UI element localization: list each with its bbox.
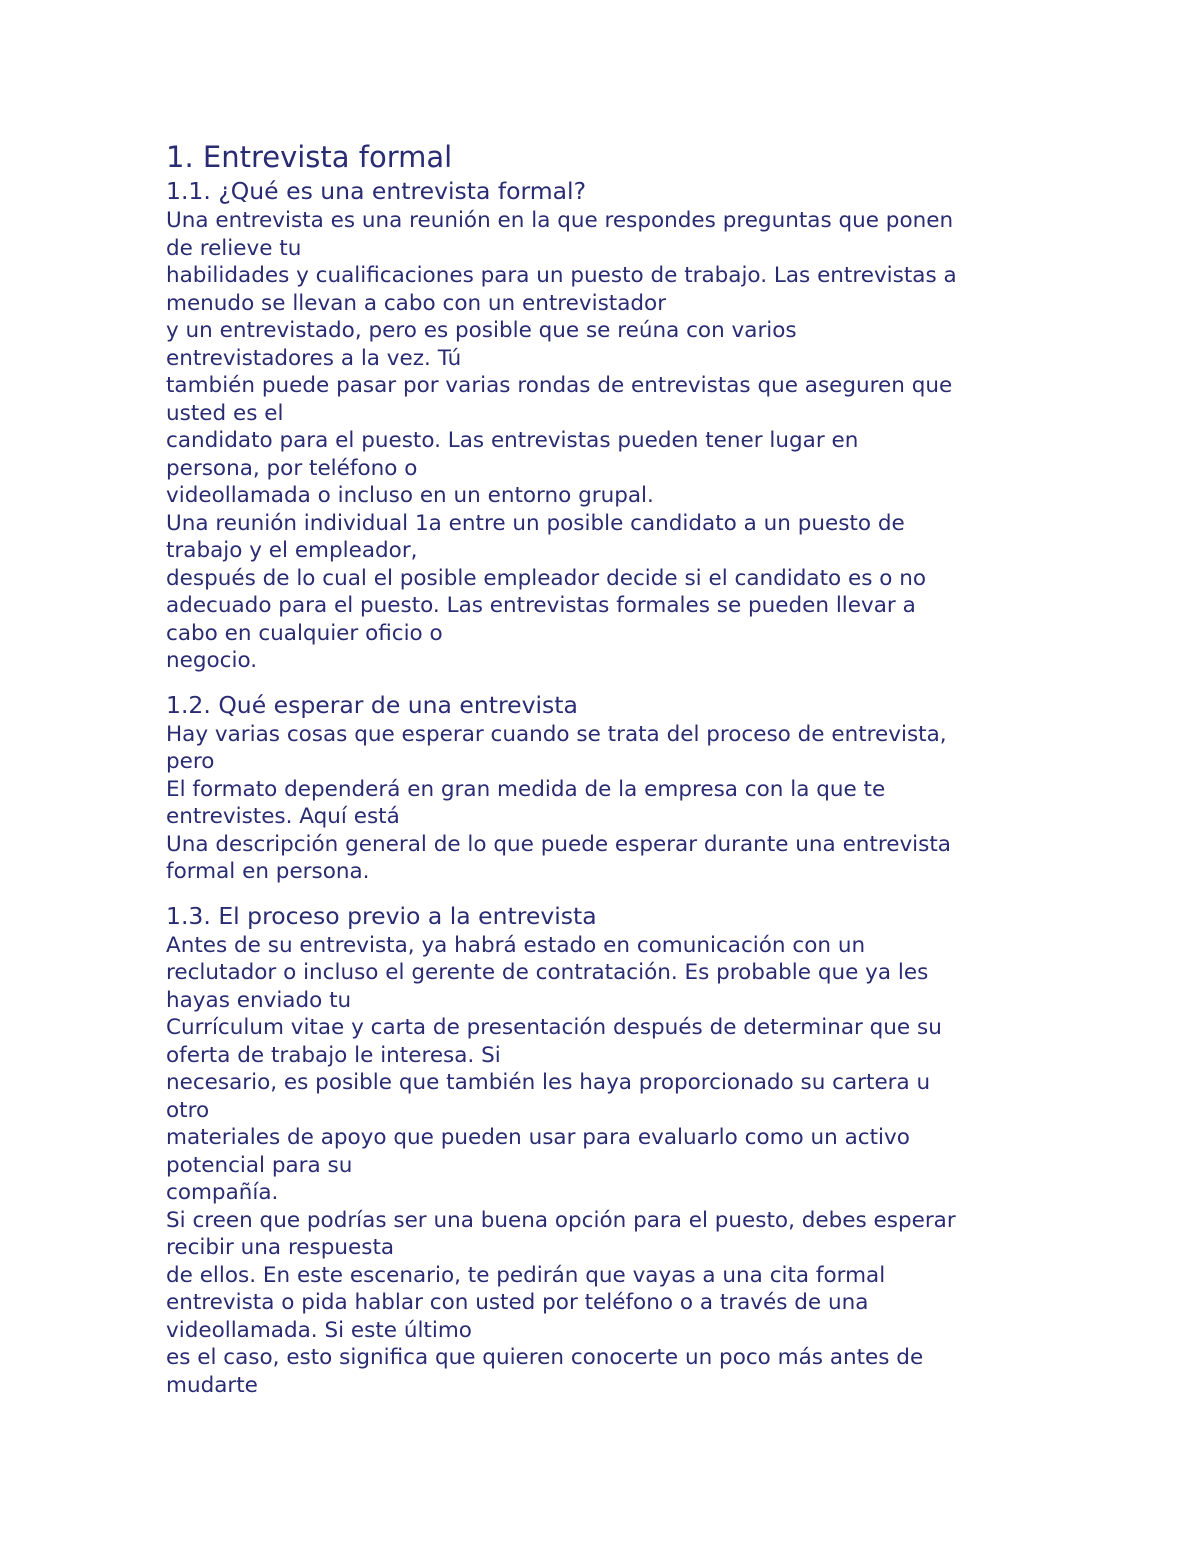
- section-proceso-previo: [166, 901, 1046, 1400]
- text-line: reclutador o incluso el gerente de contratación. Es probable que ya les: [166, 960, 929, 985]
- text-line: entrevistadores a la vez. Tú: [166, 345, 462, 371]
- text-line: entrevista o pida hablar con usted por teléfono o a través de una: [166, 1290, 869, 1315]
- section-heading: 1.3. El proceso previo a la entrevista: [166, 901, 597, 930]
- text-line: trabajo y el empleador,: [166, 538, 418, 563]
- text-line: videollamada o incluso en un entorno grupal.: [166, 483, 654, 508]
- text-line: otro: [166, 1097, 210, 1123]
- text-line: Currículum vitae y carta de presentación después de determinar que su: [166, 1015, 942, 1040]
- text-line: compañía.: [166, 1180, 279, 1205]
- text-line: habilidades y cualificaciones para un puesto de trabajo. Las entrevistas a: [166, 263, 957, 288]
- text-line: potencial para su: [166, 1152, 353, 1178]
- text-line: mudarte: [166, 1372, 258, 1398]
- text-line: y un entrevistado, pero es posible que se reúna con varios: [166, 318, 797, 343]
- text-line: Una descripción general de lo que puede esperar durante una entrevista: [166, 831, 951, 857]
- section-que-esperar: [166, 690, 1046, 886]
- text-line: El formato dependerá en gran medida de la empresa con la que te: [166, 776, 886, 802]
- text-line: hayas enviado tu: [166, 987, 352, 1013]
- text-line: formal en persona.: [166, 859, 370, 884]
- text-line: Una reunión individual 1a entre un posible candidato a un puesto de: [166, 510, 905, 536]
- text-line: Hay varias cosas que esperar cuando se trata del proceso de entrevista,: [166, 721, 947, 747]
- text-line: pero: [166, 749, 215, 774]
- text-line: oferta de trabajo le interesa. Si: [166, 1042, 501, 1068]
- text-line: videollamada. Si este último: [166, 1317, 472, 1343]
- text-line: Antes de su entrevista, ya habrá estado en comunicación con un: [166, 932, 866, 958]
- text-line: de relieve tu: [166, 235, 302, 261]
- text-line: después de lo cual el posible empleador decide si el candidato es o no: [166, 565, 927, 591]
- text-line: entrevistes. Aquí está: [166, 804, 400, 829]
- text-line: usted es el: [166, 400, 284, 426]
- text-line: necesario, es posible que también les haya proporcionado su cartera u: [166, 1070, 931, 1095]
- text-line: menudo se llevan a cabo con un entrevistador: [166, 290, 667, 316]
- text-line: persona, por teléfono o: [166, 455, 418, 481]
- section-que-es: [166, 176, 1046, 675]
- text-line: candidato para el puesto. Las entrevistas pueden tener lugar en: [166, 428, 859, 453]
- document-page: [166, 138, 1046, 1399]
- text-line: negocio.: [166, 648, 258, 673]
- document-title: 1. Entrevista formal: [166, 140, 453, 174]
- text-line: materiales de apoyo que pueden usar para evaluarlo como un activo: [166, 1125, 910, 1150]
- text-line: cabo en cualquier oficio o: [166, 620, 443, 646]
- text-line: recibir una respuesta: [166, 1235, 395, 1260]
- section-heading: 1.1. ¿Qué es una entrevista formal?: [166, 177, 587, 205]
- text-line: adecuado para el puesto. Las entrevistas formales se pueden llevar a: [166, 593, 916, 618]
- text-line: Si creen que podrías ser una buena opción para el puesto, debes esperar: [166, 1207, 956, 1233]
- section-heading: 1.2. Qué esperar de una entrevista: [166, 690, 578, 719]
- text-line: de ellos. En este escenario, te pedirán que vayas a una cita formal: [166, 1262, 886, 1288]
- text-line: también puede pasar por varias rondas de entrevistas que aseguren que: [166, 373, 953, 398]
- text-line: es el caso, esto significa que quieren conocerte un poco más antes de: [166, 1345, 924, 1370]
- text-line: Una entrevista es una reunión en la que respondes preguntas que ponen: [166, 208, 954, 233]
